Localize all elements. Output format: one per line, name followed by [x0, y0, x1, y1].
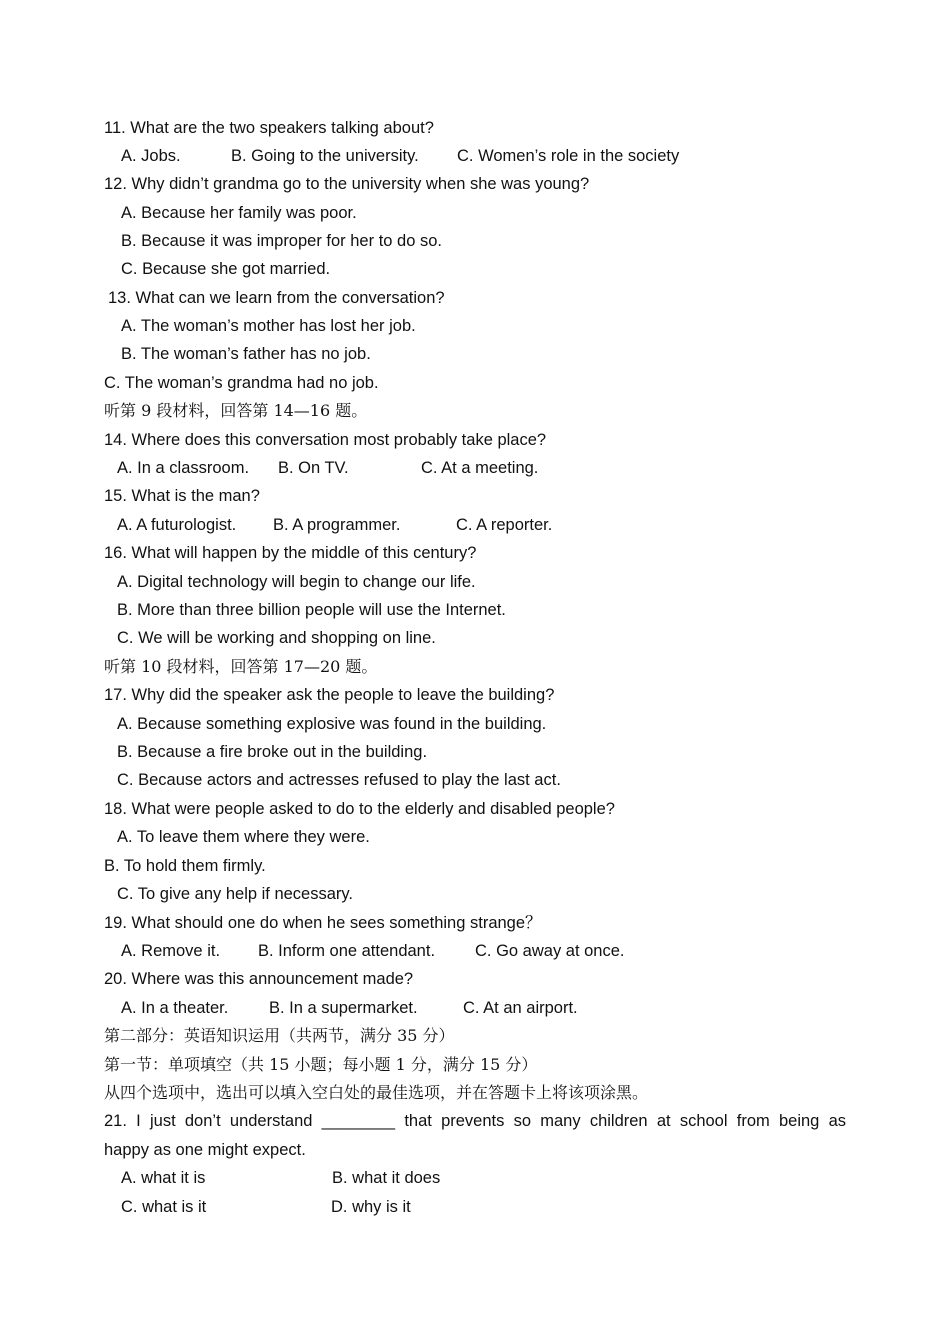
question-15-option-b: B. A programmer.	[273, 516, 401, 534]
question-17-stem: 17. Why did the speaker ask the people to leave the building?	[104, 686, 555, 704]
question-18-stem: 18. What were people asked to do to the elderly and disabled people?	[104, 800, 615, 818]
question-17-option-b: B. Because a fire broke out in the building.	[117, 743, 428, 761]
question-19-option-a: A. Remove it.	[121, 942, 221, 960]
question-21-stem-line-1: 21. I just don’t understand ________ that prevents so many children at school from being as	[104, 1112, 846, 1130]
question-15-stem: 15. What is the man?	[104, 487, 260, 505]
question-12-option-a: A. Because her family was poor.	[121, 204, 357, 222]
question-14-stem: 14. Where does this conversation most probably take place?	[104, 431, 547, 449]
question-18-option-c: C. To give any help if necessary.	[117, 885, 354, 903]
question-20-stem: 20. Where was this announcement made?	[104, 970, 414, 988]
section-9-heading: 听第 9 段材料，回答第 14—16 题。	[104, 401, 368, 420]
question-11-option-c: C. Women’s role in the society	[457, 147, 680, 165]
question-11-option-b: B. Going to the university.	[231, 147, 419, 165]
question-11-option-a: A. Jobs.	[121, 147, 181, 165]
question-21-option-d: D. why is it	[331, 1198, 411, 1216]
question-21-option-b: B. what it does	[332, 1169, 441, 1187]
question-14-option-a: A. In a classroom.	[117, 459, 250, 477]
question-18-option-a: A. To leave them where they were.	[117, 828, 370, 846]
question-19-stem: 19. What should one do when he sees something strange？	[104, 914, 542, 932]
question-13-option-b: B. The woman’s father has no job.	[121, 345, 371, 363]
question-21-stem-line-2: happy as one might expect.	[104, 1141, 306, 1159]
question-15-option-a: A. A futurologist.	[117, 516, 237, 534]
question-19-option-b: B. Inform one attendant.	[258, 942, 436, 960]
question-12-option-b: B. Because it was improper for her to do so.	[121, 232, 442, 250]
question-12-stem: 12. Why didn’t grandma go to the university when she was young?	[104, 175, 590, 193]
question-13-option-a: A. The woman’s mother has lost her job.	[121, 317, 416, 335]
question-15-option-c: C. A reporter.	[456, 516, 553, 534]
question-14-option-b: B. On TV.	[278, 459, 349, 477]
question-20-option-b: B. In a supermarket.	[269, 999, 418, 1017]
part-2-heading: 第二部分：英语知识运用（共两节，满分 35 分）	[104, 1026, 455, 1045]
question-20-option-c: C. At an airport.	[463, 999, 578, 1017]
question-14-option-c: C. At a meeting.	[421, 459, 539, 477]
question-13-option-c: C. The woman’s grandma had no job.	[104, 374, 379, 392]
question-11-stem: 11. What are the two speakers talking about?	[104, 119, 434, 137]
question-20-option-a: A. In a theater.	[121, 999, 229, 1017]
question-17-option-c: C. Because actors and actresses refused to play the last act.	[117, 771, 561, 789]
question-17-option-a: A. Because something explosive was found in the building.	[117, 715, 547, 733]
section-10-heading: 听第 10 段材料，回答第 17—20 题。	[104, 657, 378, 676]
question-21-option-c: C. what is it	[121, 1198, 207, 1216]
question-12-option-c: C. Because she got married.	[121, 260, 331, 278]
question-16-option-b: B. More than three billion people will use the Internet.	[117, 601, 506, 619]
question-16-option-a: A. Digital technology will begin to change our life.	[117, 573, 476, 591]
instruction-text: 从四个选项中，选出可以填入空白处的最佳选项，并在答题卡上将该项涂黑。	[104, 1083, 649, 1102]
question-16-option-c: C. We will be working and shopping on line.	[117, 629, 436, 647]
question-19-option-c: C. Go away at once.	[475, 942, 625, 960]
question-16-stem: 16. What will happen by the middle of this century?	[104, 544, 477, 562]
question-13-stem: 13. What can we learn from the conversation?	[108, 289, 445, 307]
section-1-heading: 第一节：单项填空（共 15 小题；每小题 1 分，满分 15 分）	[104, 1055, 538, 1074]
question-21-option-a: A. what it is	[121, 1169, 206, 1187]
question-18-option-b: B. To hold them firmly.	[104, 857, 266, 875]
